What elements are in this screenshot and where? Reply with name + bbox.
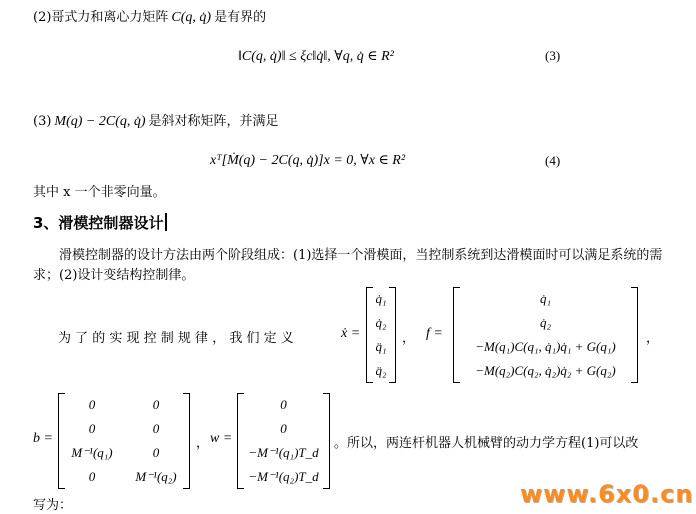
equation-3-number: (3) <box>545 48 561 63</box>
matrix-x-cell: q̇₁ <box>375 291 387 306</box>
def-w-lhs: w = <box>210 431 233 446</box>
last-line: 写为： <box>33 498 73 513</box>
item3-prefix: (3) <box>33 114 52 129</box>
def-f-lhs: f = <box>426 326 443 341</box>
tail-text: 。所以，两连杆机器人机械臂的动力学方程(1)可以改 <box>334 436 639 451</box>
matrix-b-cell: 0 <box>88 397 96 412</box>
item2-line <box>33 6 266 26</box>
matrix-f-cell: −M(q₁)C(q₁, q̇₁)q̇₁ + G(q₁) <box>475 339 616 354</box>
def-b-lhs: b = <box>33 431 53 446</box>
comma: ， <box>402 331 416 346</box>
item2-math: C(q, q̇) <box>171 10 212 25</box>
matrix-b-cell: 0 <box>88 469 96 484</box>
item2-prefix: (2)哥式力和离心力矩阵 <box>33 10 169 25</box>
section-title <box>33 212 167 233</box>
matrix-b-cell: M⁻¹(q₁) <box>71 445 113 460</box>
matrix-x <box>366 287 396 383</box>
matrix-b-cell: 0 <box>152 397 160 412</box>
matrix-b-cell: M⁻¹(q₂) <box>135 469 177 484</box>
matrix-w <box>237 393 330 489</box>
para2-lead: 为 了 的 实 现 控 制 规 律 ， 我 们 定 义 <box>58 331 294 346</box>
matrix-b-cell: 0 <box>152 445 160 460</box>
item3-math: M(q) − 2C(q, q̇) <box>54 114 146 129</box>
item3-suffix: 是斜对称矩阵，并满足 <box>148 114 279 129</box>
comma: ， <box>196 436 210 451</box>
item3-line <box>33 110 279 130</box>
matrix-f-cell: q̇₂ <box>539 315 552 330</box>
matrix-x-cell: q̇₂ <box>375 315 387 330</box>
matrix-w-cell: −M⁻¹(q₂)T_d <box>248 469 319 484</box>
equation-4-number: (4) <box>545 153 561 168</box>
matrix-b-cell: 0 <box>88 421 96 436</box>
matrix-f-cell: q̇₁ <box>539 291 552 306</box>
comma: ， <box>646 331 660 346</box>
matrix-b-cell: 0 <box>152 421 160 436</box>
matrix-w-cell: −M⁻¹(q₁)T_d <box>248 445 319 460</box>
section-title-text: 3、滑模控制器设计 <box>33 214 164 232</box>
matrix-w-cell: 0 <box>280 397 287 412</box>
note-line: 其中 x 一个非零向量。 <box>33 185 166 200</box>
watermark-logo: www.6x0.cn <box>520 480 694 508</box>
matrix-f-cell: −M(q₂)C(q₂, q̇₂)q̇₂ + G(q₂) <box>475 363 616 378</box>
equation-4: xᵀ[Ṁ(q) − 2C(q, q̇)]x = 0, ∀x ∈ R² <box>210 153 406 168</box>
matrix-x-cell: q̈₂ <box>375 363 387 378</box>
item2-suffix: 是有界的 <box>214 10 267 25</box>
matrix-w-cell: 0 <box>280 421 287 436</box>
matrix-f <box>453 287 638 383</box>
text-cursor <box>165 213 167 231</box>
def-x-lhs: ẋ = <box>341 326 361 341</box>
paragraph-1: 滑模控制器的设计方法由两个阶段组成：(1)选择一个滑模面，当控制系统到达滑模面时可以满足系统的需求；(2)设计变结构控制律。 <box>33 248 663 283</box>
equation-3: ‖C(q, q̇)‖ ≤ ξc‖q̇‖, ∀q, q̇ ∈ R² <box>238 49 394 64</box>
matrix-b <box>58 393 190 489</box>
matrix-x-cell: q̈₁ <box>375 339 387 354</box>
